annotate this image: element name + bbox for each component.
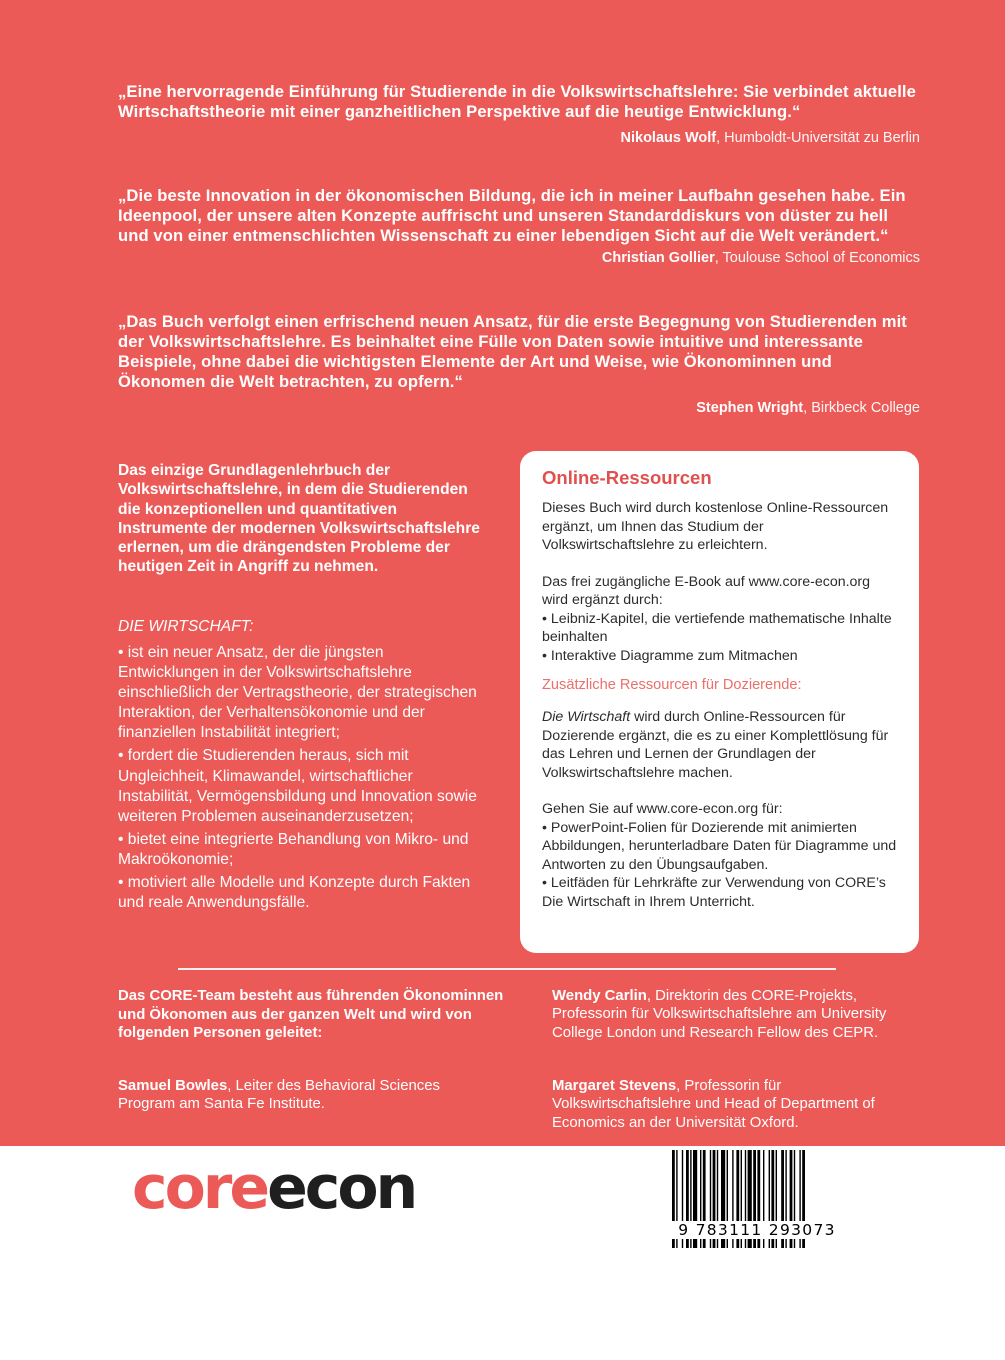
quote-text: „Die beste Innovation in der ökonomischen Bildung, die ich in meiner Laufbahn gesehen habe. Ein Ideenpool, der unsere alten Konzepte auffrischt und unseren Standarddiskurs von düster zu hell und von einer entmenschlichten Wissenschaft zu einer lebendigen Sicht auf die Welt verändert.“	[118, 186, 906, 245]
feature-item: • fordert die Studierenden heraus, sich mit Ungleichheit, Klimawandel, wirtschaftlicher Instabilität, Vermögensbildung und Innovation sowie weiteren Problemen auseinanderzusetzen;	[118, 747, 477, 825]
resources-intro: Dieses Buch wird durch kostenlose Online-Ressourcen ergänzt, um Ihnen das Studium der Volkswirtschaftslehre zu erleichtern.	[542, 500, 889, 553]
quote-attribution	[118, 130, 920, 146]
book-description: Das einzige Grundlagenlehrbuch der Volkswirtschaftslehre, in dem die Studierenden die konzeptionellen und quantitativen Instrumente der modernen Volkswirtschaftslehre erlernen, um die drängendsten Probleme der heutigen Zeit in Angriff zu nehmen.	[118, 462, 480, 576]
team-intro: Das CORE-Team besteht aus führenden Ökonominnen und Ökonomen aus der ganzen Welt und wird von folgenden Personen geleitet:	[118, 988, 504, 1041]
resource-item: • Leitfäden für Lehrkräfte zur Verwendung von CORE’s Die Wirtschaft in Ihrem Unterricht.	[542, 875, 886, 910]
review-quote-1	[118, 82, 920, 146]
feature-item: • motiviert alle Modelle und Konzepte durch Fakten und reale Anwendungsfälle.	[118, 874, 471, 912]
quote-attribution	[118, 250, 920, 266]
reviewer-affiliation: , Humboldt-Universität zu Berlin	[716, 130, 920, 146]
online-resources-card	[520, 451, 919, 953]
lecturer-resources-title: Zusätzliche Ressourcen für Dozierende:	[542, 677, 802, 693]
member-description: , Professorin für Volkswirtschaftslehre und Head of Department of Economics an der Universität Oxford.	[552, 1078, 875, 1131]
member-description: , Leiter des Behavioral Sciences Program am Santa Fe Institute.	[118, 1078, 440, 1113]
member-name: Wendy Carlin	[552, 988, 647, 1004]
resource-item: • Interaktive Diagramme zum Mitmachen	[542, 647, 798, 664]
member-name: Margaret Stevens	[552, 1078, 677, 1094]
reviewer-name: Nikolaus Wolf	[620, 130, 717, 146]
ebook-text: Das frei zugängliche E-Book auf www.core-econ.org wird ergänzt durch:	[542, 573, 871, 608]
feature-item: • ist ein neuer Ansatz, der die jüngsten Entwicklungen in der Volkswirtschaftslehre einschließlich der Vertragstheorie, der strategischen Interaktion, der Verhaltensökonomie und der finanziellen Instabilität integriert;	[118, 644, 477, 742]
isbn-number: 9 783111 293073	[672, 1221, 842, 1239]
quote-attribution	[118, 400, 920, 416]
divider	[178, 968, 836, 970]
member-description: , Direktorin des CORE-Projekts, Professorin für Volkswirtschaftslehre am University College London und Research Fellow des CEPR.	[552, 988, 887, 1041]
website-text: Gehen Sie auf www.core-econ.org für:	[542, 801, 783, 817]
book-title: DIE WIRTSCHAFT:	[118, 618, 254, 635]
member-name: Samuel Bowles	[118, 1078, 228, 1094]
team-member-carlin	[552, 987, 917, 1042]
feature-item: • bietet eine integrierte Behandlung von Mikro- und Makroökonomie;	[118, 830, 469, 868]
reviewer-name: Stephen Wright	[696, 400, 804, 416]
quote-text: „Eine hervorragende Einführung für Studierende in die Volkswirtschaftslehre: Sie verbindet aktuelle Wirtschaftstheorie mit einer ganzheitlichen Perspektive auf die heutige Entwicklung.“	[118, 82, 916, 121]
logo-core: core	[132, 1153, 268, 1223]
resource-item: • Leibniz-Kapitel, die vertiefende mathematische Inhalte beinhalten	[542, 610, 892, 645]
logo-econ: econ	[267, 1153, 416, 1223]
team-member-stevens	[552, 1077, 917, 1132]
feature-list	[118, 643, 488, 916]
reviewer-name: Christian Gollier	[601, 250, 715, 266]
resource-item: • PowerPoint-Folien für Dozierende mit animierten Abbildungen, herunterladbare Daten für Diagramme und Antworten zu den Übungsaufgaben.	[542, 819, 897, 873]
reviewer-affiliation: , Birkbeck College	[803, 400, 920, 416]
quote-text: „Das Buch verfolgt einen erfrischend neuen Ansatz, für die erste Begegnung von Studierenden mit der Volkswirtschaftslehre. Es beinhaltet eine Fülle von Daten sowie intuitive und interessante Beispiele, ohne dabei die wichtigsten Elemente der Art und Weise, wie Ökonominnen und Ökonomen die Welt betrachten, zu opfern.“	[118, 312, 907, 391]
online-resources-title: Online-Ressourcen	[542, 467, 712, 488]
coreecon-logo	[132, 1153, 415, 1223]
reviewer-affiliation: , Toulouse School of Economics	[714, 250, 920, 266]
lecturer-resources-body: wird durch Online-Ressourcen für Dozierende ergänzt, die es zu einer Komplettlösung für das Lehren und Lernen der Grundlagen der Volkswirtschaftslehre machen.	[542, 709, 889, 781]
team-member-bowles	[118, 1077, 483, 1114]
review-quote-3	[118, 312, 920, 416]
book-title-inline: Die Wirtschaft	[542, 709, 631, 725]
review-quote-2	[118, 186, 920, 266]
lecturer-resources-text	[542, 708, 897, 782]
